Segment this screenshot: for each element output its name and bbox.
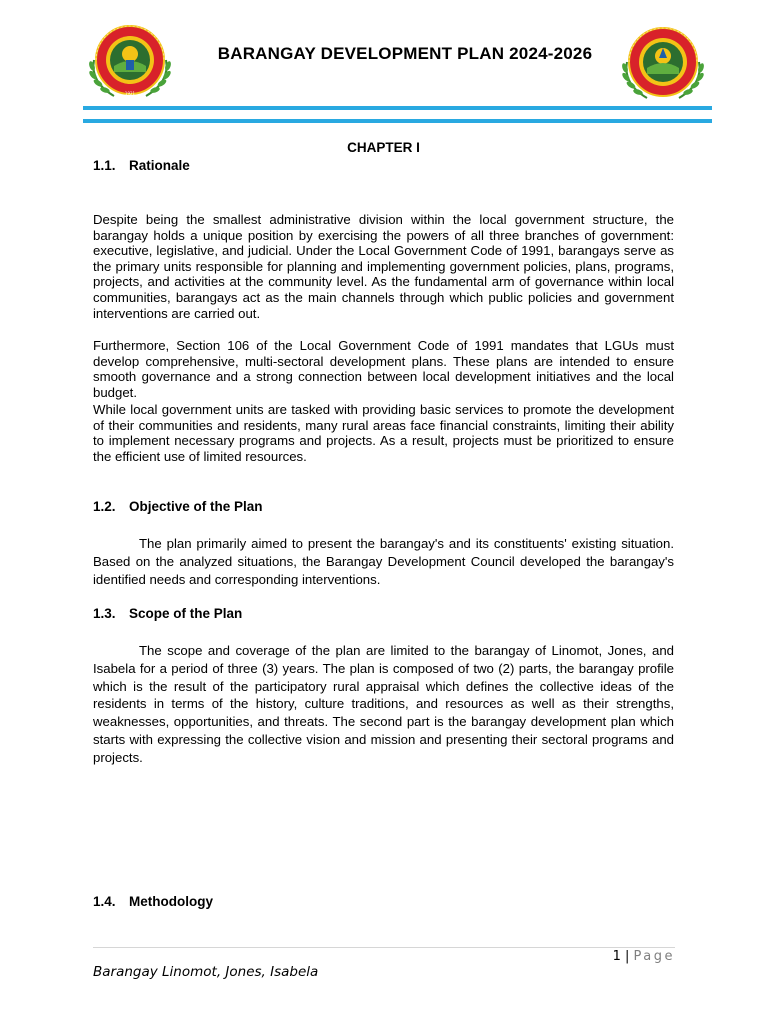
footer-rule xyxy=(93,947,675,948)
section-title: Methodology xyxy=(129,894,213,909)
seal-left-year: 1921 xyxy=(124,91,136,96)
section-number: 1.2. xyxy=(93,499,116,514)
section-title: Scope of the Plan xyxy=(129,606,243,621)
section-number: 1.4. xyxy=(93,894,116,909)
paragraph: The plan primarily aimed to present the barangay's and its constituents' existing situation. Based on the analyzed situations, the Barangay Development Council developed the barangay's identified needs and corresponding interventions. xyxy=(93,536,674,587)
footer-location: Barangay Linomot, Jones, Isabela xyxy=(93,964,319,980)
municipality-seal-left xyxy=(84,20,176,102)
section-heading-rationale xyxy=(93,158,190,173)
section-number: 1.1. xyxy=(93,158,116,173)
barangay-seal-right xyxy=(617,22,709,104)
paragraph: While local government units are tasked with providing basic services to promote the development of their communities and residents, many rural areas face financial constraints, limiting their ability to implement necessary programs and projects. As a result, projects must be prioritized to ensure the efficient use of limited resources. xyxy=(93,402,674,464)
page-number xyxy=(613,949,675,964)
page-number-value: 1 xyxy=(612,949,621,964)
chapter-heading: CHAPTER I xyxy=(347,140,420,155)
paragraph: The scope and coverage of the plan are limited to the barangay of Linomot, Jones, and Isabela for a period of three (3) years. The plan is composed of two (2) parts, the barangay profile which is the result of the participatory rural appraisal which defines the collective ideas of the residents in terms of the history, culture traditions, and resources as well as their strengths, weaknesses, opportunities, and threats. The second part is the barangay development plan which starts with expressing the collective vision and mission and presenting their sectoral programs and projects. xyxy=(93,643,674,765)
paragraph: Despite being the smallest administrative division within the local government structure, the barangay holds a unique position by exercising the powers of all three branches of government: executive, legislative, and judicial. Under the Local Government Code of 1991, barangays serve as the primary units responsible for planning and implementing government policies, plans, programs, projects, and activities at the community level. As the fundamental arm of governance within local communities, barangays act as the main channels through which public policies and government interventions are carried out. xyxy=(93,212,674,321)
header-rule-bottom xyxy=(83,119,712,123)
section-number: 1.3. xyxy=(93,606,116,621)
document-header-title: BARANGAY DEVELOPMENT PLAN 2024-2026 xyxy=(217,44,593,63)
page-label: Page xyxy=(633,949,675,964)
page-number-separator: | xyxy=(624,949,630,964)
section-heading-scope xyxy=(93,606,242,621)
section-title: Rationale xyxy=(129,158,190,173)
section-heading-objective xyxy=(93,499,263,514)
header-rule-top xyxy=(83,106,712,110)
section-title: Objective of the Plan xyxy=(129,499,263,514)
section-heading-methodology xyxy=(93,894,213,909)
paragraph: Furthermore, Section 106 of the Local Government Code of 1991 mandates that LGUs must develop comprehensive, multi-sectoral development plans. These plans are intended to ensure smooth governance and a strong connection between local development initiatives and the local budget. xyxy=(93,338,674,400)
